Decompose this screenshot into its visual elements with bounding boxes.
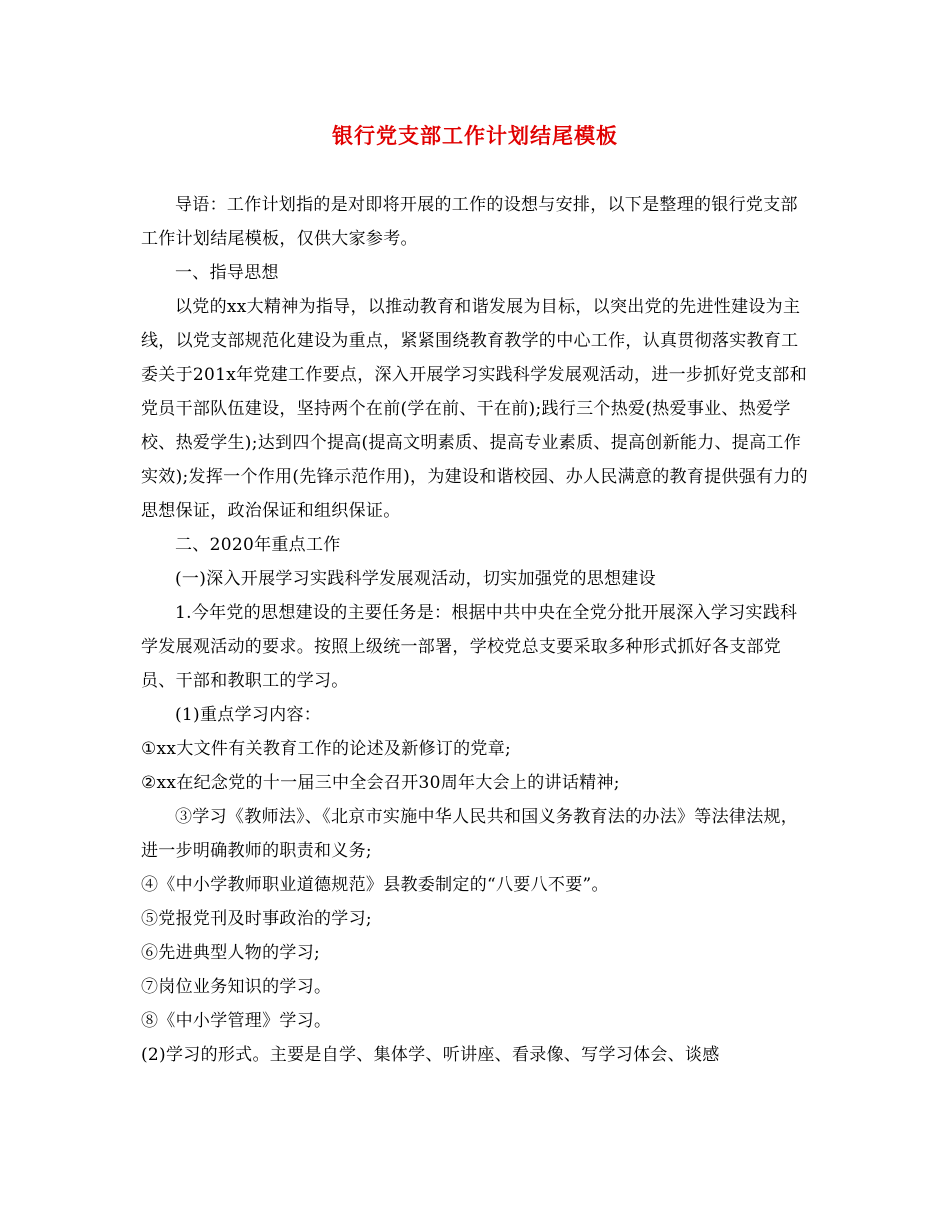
study-item-6: ⑥先进典型人物的学习; (141, 943, 321, 963)
document-body (141, 188, 813, 1072)
study-item-8: ⑧《中小学管理》学习。 (141, 1011, 332, 1031)
study-item-1: ①xx大文件有关教育工作的论述及新修订的党章; (141, 739, 512, 759)
study-item-3: ③学习《教师法》、《北京市实施中华人民共和国义务教育法的办法》等法律法规，进一步明确教师的职责和义务; (141, 807, 799, 861)
document-title: 银行党支部工作计划结尾模板 (332, 123, 618, 148)
intro-paragraph: 导语：工作计划指的是对即将开展的工作的设想与安排，以下是整理的银行党支部工作计划结尾模板，仅供大家参考。 (141, 195, 798, 249)
study-form-paragraph: (2)学习的形式。主要是自学、集体学、听讲座、看录像、写学习体会、谈感 (141, 1045, 720, 1065)
study-item-4: ④《中小学教师职业道德规范》县教委制定的“八要八不要”。 (141, 875, 609, 895)
subsection-heading-1: (一)深入开展学习实践科学发展观活动，切实加强党的思想建设 (175, 569, 656, 589)
study-item-5: ⑤党报党刊及时事政治的学习; (141, 909, 372, 929)
task-paragraph-1: 1.今年党的思想建设的主要任务是：根据中共中央在全党分批开展深入学习实践科学发展观活动的要求。按照上级统一部署，学校党总支要采取多种形式抓好各支部党员、干部和教职工的学习。 (141, 603, 798, 691)
study-item-7: ⑦岗位业务知识的学习。 (141, 977, 332, 997)
section-heading-key-work: 二、2020年重点工作 (175, 535, 341, 555)
section-heading-guiding-ideology: 一、指导思想 (175, 263, 279, 283)
study-content-heading: (1)重点学习内容： (175, 705, 322, 725)
study-item-2: ②xx在纪念党的十一届三中全会召开30周年大会上的讲话精神; (141, 773, 620, 793)
guiding-ideology-paragraph: 以党的xx大精神为指导，以推动教育和谐发展为目标，以突出党的先进性建设为主线，以党支部规范化建设为重点，紧紧围绕教育教学的中心工作，认真贯彻落实教育工委关于201x年党建工作要点，深入开展学习实践科学发展观活动，进一步抓好党支部和党员干部队伍建设，坚持两个在前(学在前、干在前);践行三个热爱(热爱事业、热爱学校、热爱学生);达到四个提高(提高文明素质、提高专业素质、提高创新能力、提高工作实效);发挥一个作用(先锋示范作用)，为建设和谐校园、办人民满意的教育提供强有力的思想保证，政治保证和组织保证。 (141, 297, 808, 521)
